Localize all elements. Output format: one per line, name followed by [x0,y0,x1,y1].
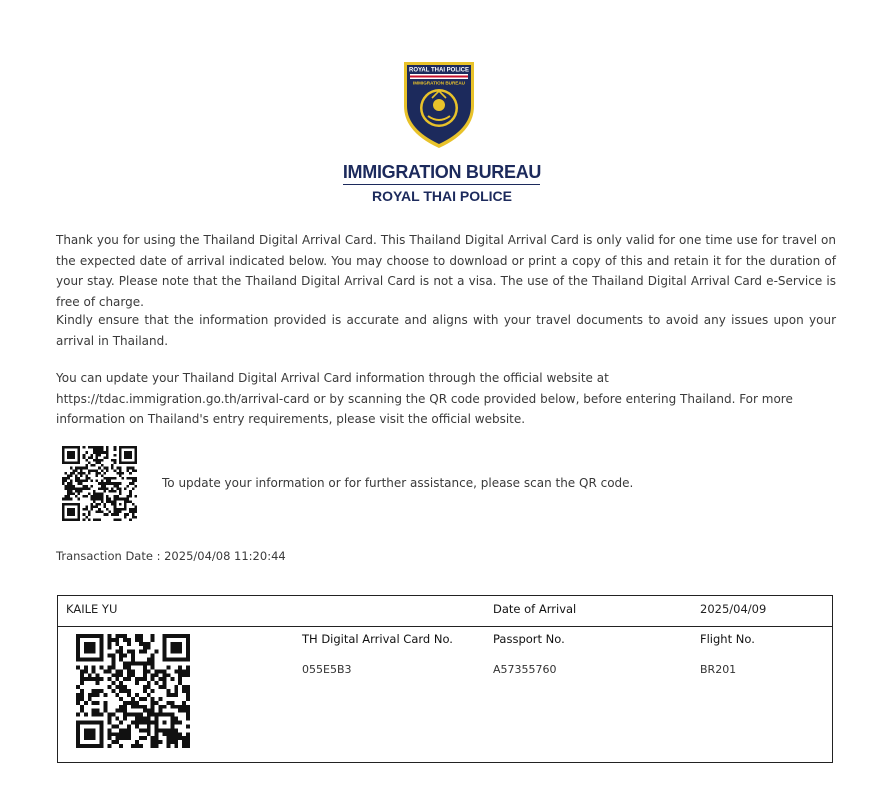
passport-value: A57355760 [493,663,557,676]
arrival-card-table [57,595,833,763]
svg-text:IMMIGRATION BUREAU: IMMIGRATION BUREAU [413,80,465,86]
org-name: IMMIGRATION BUREAU [342,162,542,182]
intro-paragraph: Thank you for using the Thailand Digital Arrival Card. This Thailand Digital Arrival Card is only valid for one time use for travel on the expected date of arrival indicated below. You may choose to download or print a copy of this and retain it for the duration of your stay. Please note that the Thailand Digital Arrival Card is not a visa. The use of the Thailand Digital Arrival Card e-Service is free of charge. [56,233,836,309]
card-divider [58,626,832,627]
transaction-date: Transaction Date : 2025/04/08 11:20:44 [56,549,286,563]
flight-label: Flight No. [700,632,755,646]
update-qr-code-icon[interactable] [62,446,137,521]
royal-thai-police-badge-icon [398,58,480,150]
arrival-card-qr-code-icon [76,634,190,748]
title-divider [343,184,540,185]
arrival-date-label: Date of Arrival [493,602,577,616]
card-number-label: TH Digital Arrival Card No. [302,632,453,646]
flight-value: BR201 [700,663,737,676]
qr-instruction: To update your information or for further assistance, please scan the QR code. [162,476,634,490]
card-number-value: 055E5B3 [302,663,352,676]
passport-label: Passport No. [493,632,565,646]
update-paragraph: You can update your Thailand Digital Arrival Card information through the official website at https://tdac.immigration.go.th/arrival-card or by scanning the QR code provided below, before entering Thailand. For more information on Thailand's entry requirements, please visit the official website. [56,371,793,426]
org-subtitle: ROYAL THAI POLICE [371,188,513,204]
traveler-name: KAILE YU [66,602,118,616]
arrival-date-value: 2025/04/09 [700,602,767,616]
svg-text:ROYAL THAI POLICE: ROYAL THAI POLICE [408,67,470,74]
accuracy-paragraph: Kindly ensure that the information provided is accurate and aligns with your travel documents to avoid any issues upon your arrival in Thailand. [56,313,836,348]
